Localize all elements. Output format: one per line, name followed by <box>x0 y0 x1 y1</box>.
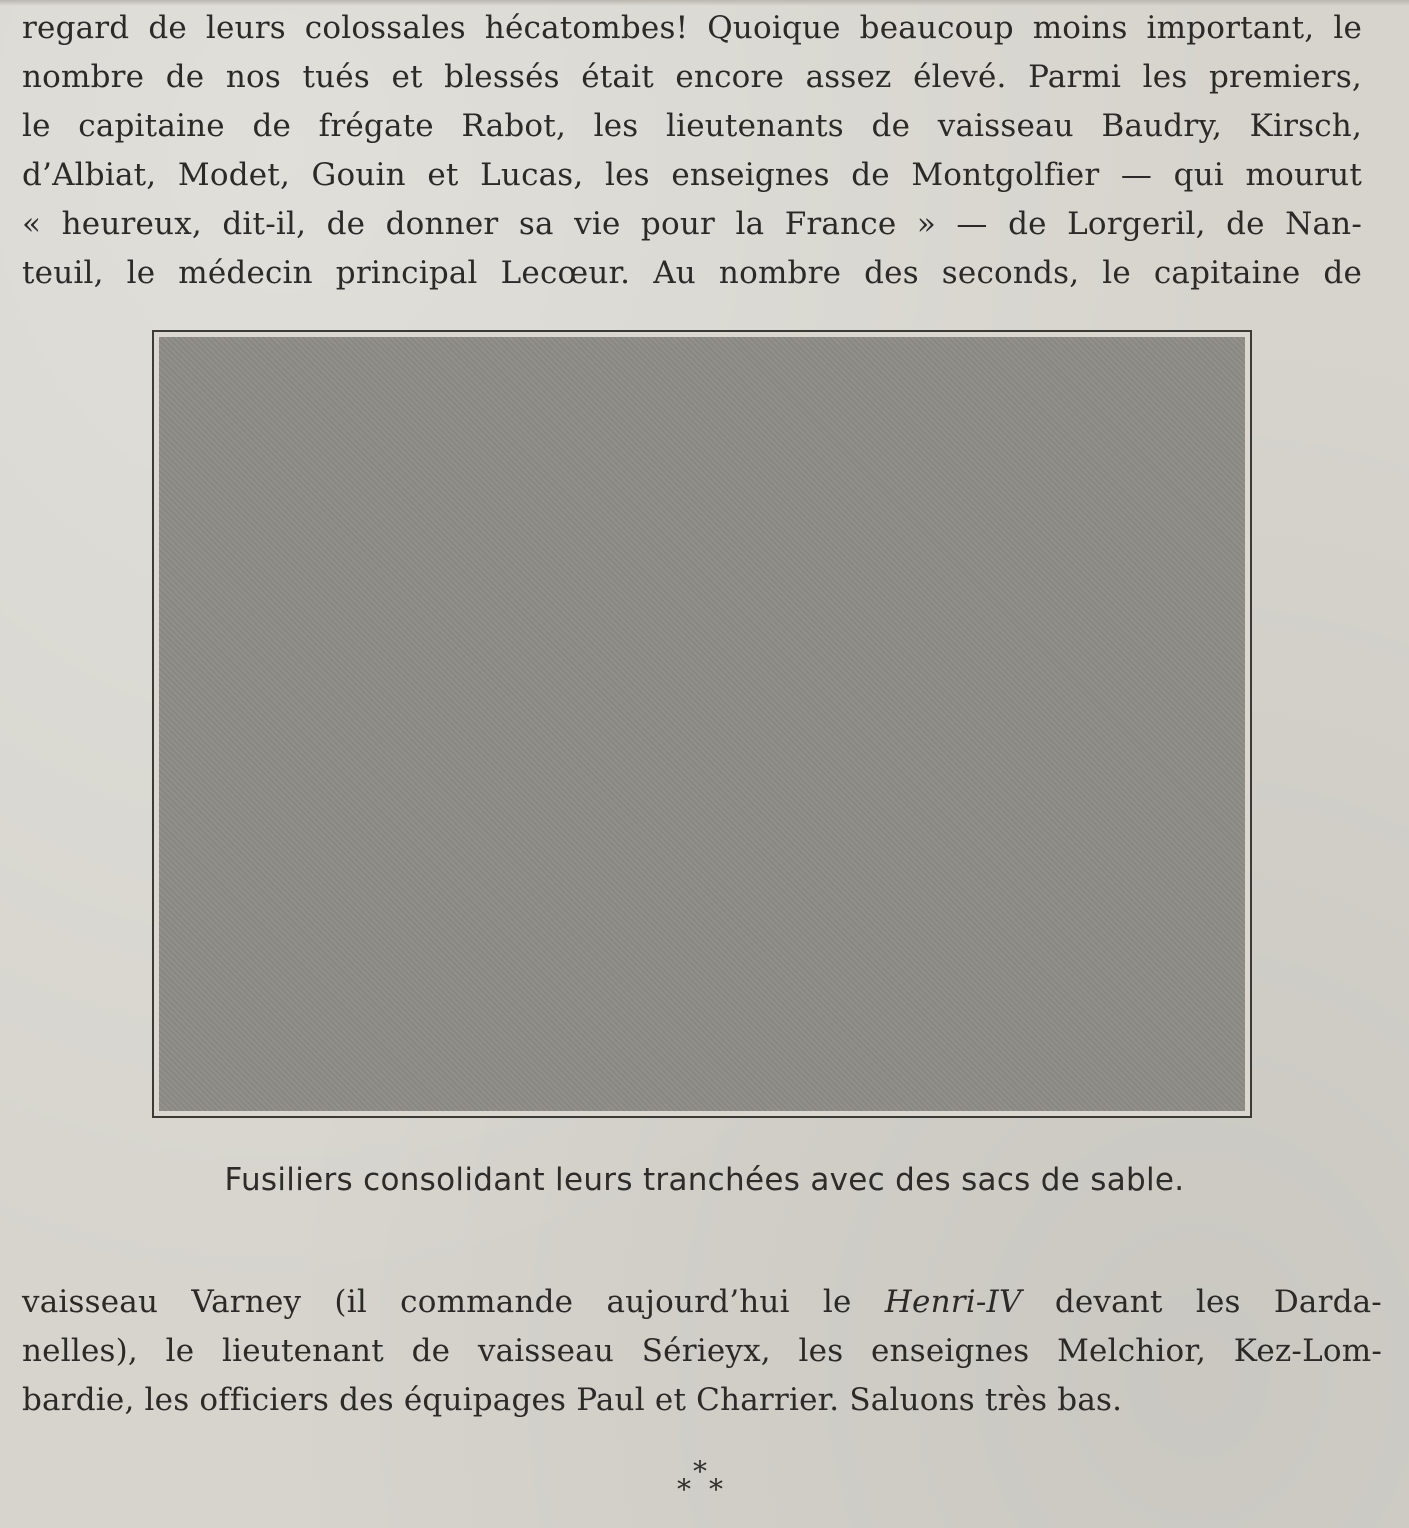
text-line <box>22 1278 1382 1327</box>
text-line: nombre de nos tués et blessés était encore assez élevé. Parmi les premiers, <box>22 59 1362 95</box>
text-line: d’Albiat, Modet, Gouin et Lucas, les enseignes de Montgolfier — qui mourut <box>22 157 1362 193</box>
text-line: nelles), le lieutenant de vaisseau Sérieyx, les enseignes Melchior, Kez-Lom- <box>22 1333 1382 1369</box>
text-segment: devant les Darda- <box>1021 1284 1382 1320</box>
text-line: regard de leurs colossales hécatombes! Quoique beaucoup moins important, le <box>22 10 1362 46</box>
asterism-star: * <box>709 1473 723 1506</box>
photo <box>159 337 1245 1111</box>
asterism-star: * <box>677 1473 691 1506</box>
asterism-separator <box>665 1455 745 1518</box>
photo-figure <box>152 330 1252 1118</box>
top-paragraph <box>22 4 1362 298</box>
figure-caption: Fusiliers consolidant leurs tranchées avec des sacs de sable. <box>224 1162 1185 1198</box>
ship-name: Henri-IV <box>884 1284 1022 1320</box>
text-line: bardie, les officiers des équipages Paul et Charrier. Saluons très bas. <box>22 1382 1123 1418</box>
bottom-paragraph <box>22 1278 1382 1425</box>
text-line: « heureux, dit-il, de donner sa vie pour la France » — de Lorgeril, de Nan- <box>22 206 1362 242</box>
text-segment: vaisseau Varney (il commande aujourd’hui le <box>22 1284 885 1320</box>
asterism-star: * <box>693 1455 707 1488</box>
text-line: le capitaine de frégate Rabot, les lieutenants de vaisseau Baudry, Kirsch, <box>22 108 1362 144</box>
text-line: teuil, le médecin principal Lecœur. Au nombre des seconds, le capitaine de <box>22 255 1362 291</box>
